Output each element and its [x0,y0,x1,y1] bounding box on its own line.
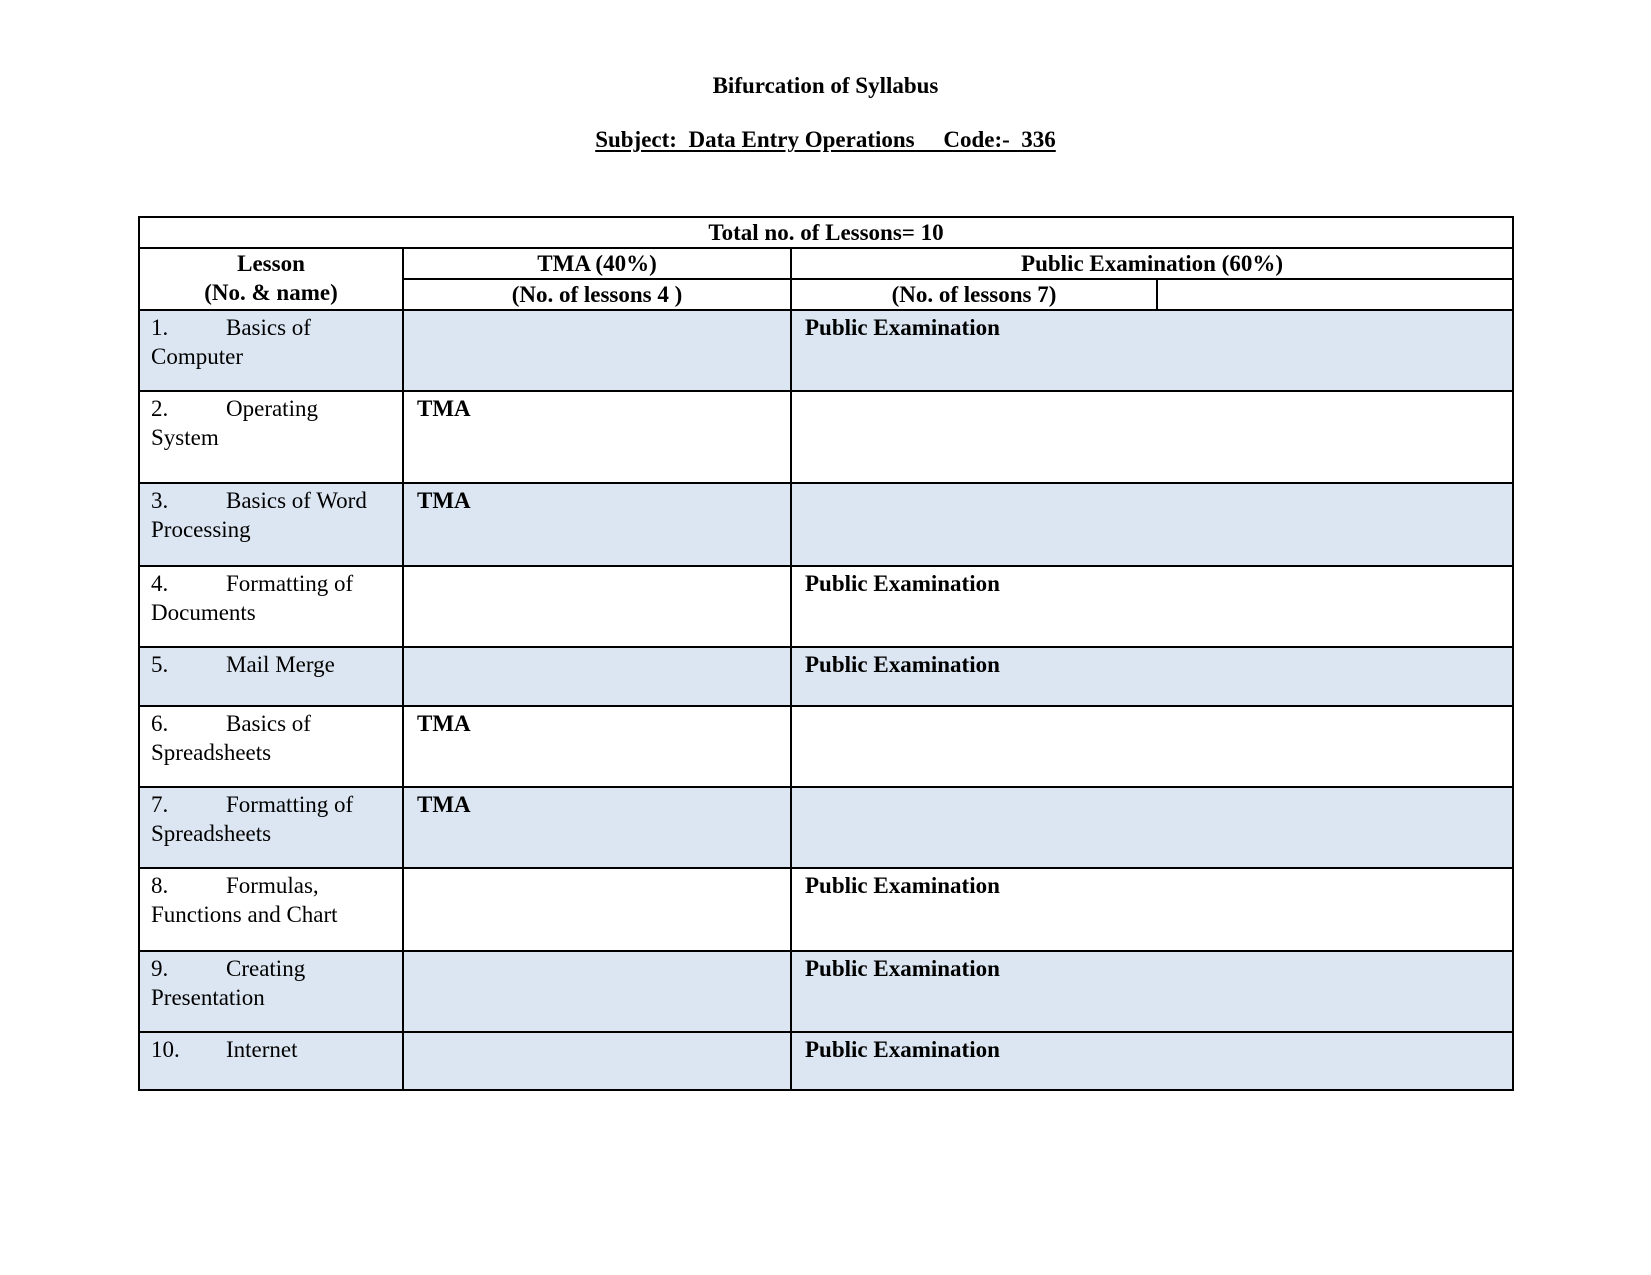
lesson-name-cont: Computer [151,344,243,369]
public-cell [791,483,1513,566]
lesson-cell [139,706,403,787]
lesson-number: 2. [151,396,169,421]
lesson-name-cont: Functions and Chart [151,902,338,927]
public-cell [791,391,1513,483]
lesson-name: Formatting of [226,792,354,817]
public-cell: Public Examination [791,1032,1513,1090]
syllabus-table [138,216,1514,1091]
lesson-name: Formulas, [226,873,319,898]
lesson-number: 5. [151,652,169,677]
tma-cell [403,1032,791,1090]
lesson-number: 8. [151,873,169,898]
table-row [139,787,1513,868]
lesson-name-cont: Documents [151,600,256,625]
lesson-name: Formatting of [226,571,354,596]
public-cell: Public Examination [791,310,1513,391]
tma-cell [403,951,791,1032]
empty-header-cell [1157,279,1513,310]
tma-cell: TMA [403,706,791,787]
table-row [139,483,1513,566]
tma-cell: TMA [403,391,791,483]
public-cell [791,706,1513,787]
table-row [139,951,1513,1032]
table-row [139,391,1513,483]
document-subtitle [0,128,1651,151]
tma-cell: TMA [403,787,791,868]
lesson-name: Mail Merge [226,652,335,677]
lesson-name: Basics of [226,315,311,340]
tma-cell [403,310,791,391]
table-row [139,566,1513,647]
lesson-cell [139,566,403,647]
tma-cell [403,647,791,706]
lesson-cell [139,391,403,483]
public-cell: Public Examination [791,647,1513,706]
lesson-number: 7. [151,792,169,817]
table-row [139,310,1513,391]
lesson-name: Basics of [226,711,311,736]
lesson-header-line1: Lesson [237,251,305,276]
lesson-name-cont: Spreadsheets [151,821,272,846]
lesson-number: 4. [151,571,169,596]
lesson-cell [139,951,403,1032]
table-row [139,1032,1513,1090]
lesson-cell [139,310,403,391]
lesson-number: 9. [151,956,169,981]
lesson-name-cont: Processing [151,517,251,542]
total-lessons-cell: Total no. of Lessons= 10 [139,217,1513,248]
tma-cell [403,868,791,951]
tma-cell: TMA [403,483,791,566]
tma-cell [403,566,791,647]
subject-code-line: Subject: Data Entry Operations Code:- 336 [595,127,1056,152]
lesson-header-line2: (No. & name) [204,280,338,305]
lesson-number: 1. [151,315,169,340]
lesson-cell [139,647,403,706]
lesson-name-cont: System [151,425,219,450]
lesson-cell [139,1032,403,1090]
table-row [139,706,1513,787]
public-cell [791,787,1513,868]
document-title: Bifurcation of Syllabus [712,73,939,98]
lesson-cell [139,868,403,951]
table-row [139,868,1513,951]
lesson-number: 10. [151,1037,180,1062]
tma-header: TMA (40%) [403,248,791,279]
lesson-header [139,248,403,310]
table-row [139,647,1513,706]
lesson-name-cont: Spreadsheets [151,740,272,765]
lesson-cell [139,787,403,868]
public-count-header: (No. of lessons 7) [791,279,1157,310]
public-cell: Public Examination [791,868,1513,951]
lesson-number: 3. [151,488,169,513]
lesson-name: Operating [226,396,318,421]
lesson-name: Basics of Word [226,488,367,513]
lesson-name-cont: Presentation [151,985,265,1010]
lesson-name: Internet [226,1037,298,1062]
public-cell: Public Examination [791,566,1513,647]
lesson-name: Creating [226,956,306,981]
tma-count-header: (No. of lessons 4 ) [403,279,791,310]
lesson-number: 6. [151,711,169,736]
lesson-cell [139,483,403,566]
public-cell: Public Examination [791,951,1513,1032]
header-row [139,248,1513,279]
public-header: Public Examination (60%) [791,248,1513,279]
total-lessons-row [139,217,1513,248]
